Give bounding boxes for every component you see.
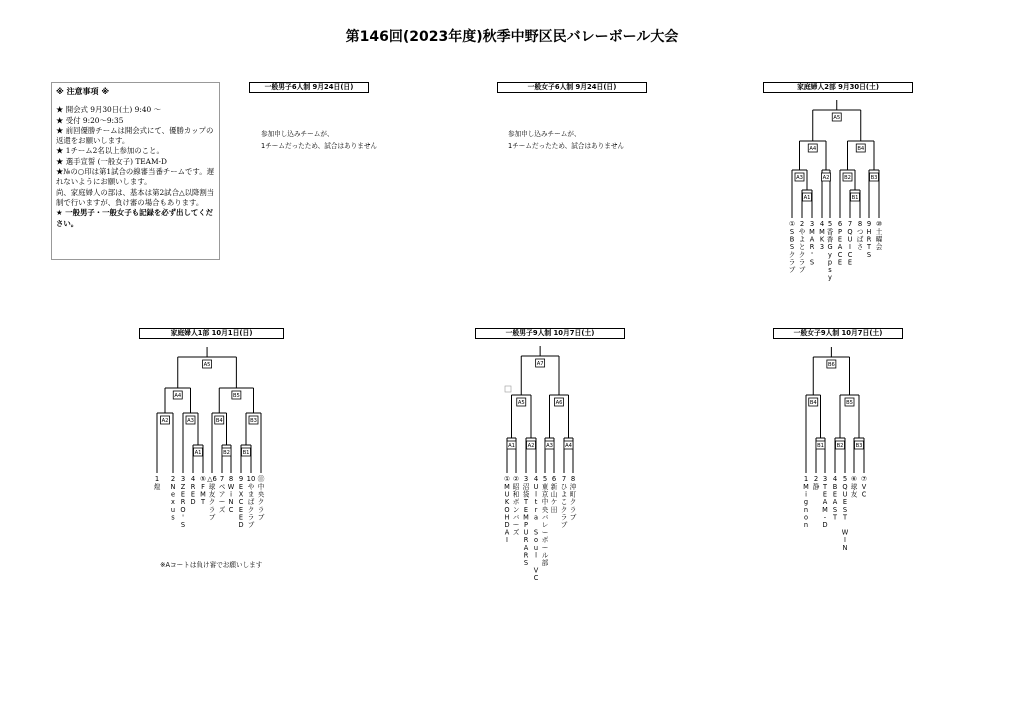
team-name-char: S	[533, 528, 539, 537]
team-name-char: t	[534, 498, 538, 507]
team-name-char: ク	[560, 505, 568, 514]
team-name-char: ク	[208, 498, 216, 507]
team-number: ②	[512, 475, 520, 483]
team-number: 5	[827, 220, 833, 228]
team-name-char: M	[809, 228, 815, 236]
team-name-char: ブ	[560, 521, 568, 529]
notes-heading: ※ 注意事項 ※	[56, 87, 110, 96]
team-name-char: T	[832, 513, 838, 522]
team-name-char: T	[866, 243, 872, 252]
team-name-char: S	[523, 559, 529, 567]
match-label: B5	[232, 392, 240, 399]
team-name-char: A	[504, 528, 510, 537]
team-name-char: バ	[541, 513, 549, 522]
team-name-char: ペ	[218, 483, 226, 491]
team-number: 3	[180, 475, 186, 483]
match-label: B2	[836, 442, 844, 449]
team-name-char: ラ	[257, 505, 265, 514]
notes-item: ★ 受付 9:20～9:35	[56, 115, 124, 125]
team-name-char: V	[533, 566, 539, 575]
team-name-char: E	[523, 505, 529, 514]
team-name-char: C	[861, 490, 867, 499]
team-name-char: U	[842, 490, 848, 499]
match-label: B2	[223, 449, 230, 456]
team-name-char: G	[827, 243, 833, 252]
team-name-char: ひ	[560, 483, 568, 491]
team-name-char: S	[789, 228, 795, 236]
team-name-char: -	[823, 513, 827, 522]
match-label: A4	[174, 392, 182, 399]
team-name-char: ク	[247, 505, 255, 514]
team-name-char: 袋	[522, 490, 530, 499]
team-name-char: W	[841, 528, 849, 537]
team-name-char: ン	[512, 505, 520, 514]
team-name-char: 球	[208, 483, 216, 491]
team-name-char: E	[847, 258, 853, 267]
team-name-char: つ	[856, 228, 864, 236]
team-name-char: i	[230, 490, 232, 499]
match-label: B6	[827, 361, 835, 368]
team-name-char: レ	[541, 521, 549, 529]
team-name-char: ま	[247, 490, 255, 499]
match-label: A5	[833, 114, 841, 121]
women6-message: 参加申し込みチームが、 1チームだったため、試合はありません	[508, 130, 625, 150]
team-name-char: 町	[569, 490, 577, 499]
team-name-char: X	[238, 490, 244, 499]
team-name-char: と	[798, 243, 806, 252]
team-name-char: こ	[560, 498, 568, 507]
team-name-char: u	[533, 543, 539, 552]
team-number: 8	[228, 475, 234, 483]
team-name-char: E	[238, 505, 244, 514]
team-name-char: 友	[208, 490, 216, 499]
match-label: A3	[187, 417, 194, 424]
team-name-char: S	[832, 505, 838, 514]
team-name-char: 会	[875, 243, 883, 252]
team-name-char: ア	[218, 490, 226, 499]
men6-message: 参加申し込みチームが、 1チームだったため、試合はありません	[261, 130, 378, 150]
team-name-char: ブ	[798, 266, 806, 274]
team-name-char: g	[803, 498, 809, 507]
team-name-char: B	[789, 235, 795, 244]
home2-header: 家庭婦人2部 9月30日(土)	[763, 82, 913, 93]
team-name-char: 部	[541, 559, 549, 567]
team-name-char: r	[534, 505, 538, 514]
team-name-char: y	[828, 250, 832, 259]
match-label: A1	[508, 442, 515, 449]
team-name-char: P	[838, 228, 842, 236]
team-name-char: R	[180, 498, 186, 507]
team-number: 1	[154, 475, 160, 483]
team-name-char: n	[803, 521, 809, 529]
team-name-char: C	[847, 250, 853, 259]
match-label: A2	[527, 442, 535, 449]
team-name-char: N	[842, 543, 848, 552]
team-name-char: ケ	[550, 498, 558, 507]
team-name-char: T	[200, 498, 206, 507]
match-label: B3	[855, 442, 863, 449]
team-name-char: R	[809, 243, 815, 252]
team-name-char: N	[228, 498, 234, 507]
team-number: 5	[542, 475, 548, 483]
team-name-char: バ	[512, 513, 520, 522]
match-label: A1	[194, 449, 202, 456]
match-label: A7	[536, 360, 544, 367]
team-name-char: V	[861, 483, 867, 491]
match-label: B1	[242, 449, 250, 456]
notes-item: ★ 開会式 9月30日(土) 9:40 ～	[56, 105, 161, 115]
team-name-char: ク	[569, 498, 577, 507]
team-name-char: ブ	[257, 513, 265, 522]
team-name-char: M	[822, 505, 828, 514]
team-name-char: D	[504, 521, 510, 529]
match-label: B4	[215, 417, 223, 424]
team-name-char: Z	[180, 483, 186, 491]
team-number: 4	[533, 475, 539, 483]
team-name-char: さ	[856, 243, 864, 252]
team-name-char: M	[523, 513, 529, 522]
notes-item: ★№の○印は第1試合の線審当番チームです。遅れないようにお願いします。	[56, 167, 214, 187]
team-name-char: U	[504, 490, 510, 499]
team-number: 7	[561, 475, 567, 483]
team-number: ⑥	[850, 475, 858, 483]
team-name-char: 田	[550, 505, 558, 514]
team-name-char: E	[832, 490, 838, 499]
notes-item: ★ 1チーム2名以上参加のこと。	[56, 146, 164, 156]
team-name-char: ブ	[788, 266, 796, 274]
team-name-char: M	[504, 483, 510, 491]
notes-item: ★ 選手宣誓 (一般女子) TEAM-D	[56, 156, 167, 166]
team-name-char: 土	[875, 228, 883, 236]
team-name-char: 山	[550, 490, 558, 499]
page-title: 第146回(2023年度)秋季中野区民バレーボール大会	[345, 29, 679, 45]
team-name-char: E	[190, 490, 196, 499]
team-number: 4	[819, 220, 825, 228]
match-label: B3	[250, 417, 257, 424]
team-number: 1	[803, 475, 809, 483]
team-number: 5	[842, 475, 848, 483]
team-name-char: H	[866, 228, 872, 236]
team-name-char: ブ	[208, 513, 216, 522]
team-number: 4	[190, 475, 196, 483]
team-name-char: S	[809, 258, 815, 267]
team-name-char: R	[523, 551, 529, 560]
team-name-char: 京	[541, 490, 549, 499]
team-name-char: p	[827, 258, 833, 267]
empty-checkbox	[505, 386, 511, 392]
team-name-char: x	[171, 498, 175, 507]
team-name-char: O	[180, 505, 186, 514]
team-name-char: 静	[812, 483, 820, 491]
home1-footnote: ※Aコートは負け審でお願いします	[160, 561, 263, 569]
team-name-char: U	[847, 235, 853, 244]
women6-header: 一般女子6人制 9月24日(日)	[497, 82, 647, 93]
match-label: A3	[796, 174, 803, 181]
team-name-char: ボ	[512, 498, 520, 507]
team-name-char: 沼	[522, 483, 530, 491]
team-name-char: Q	[847, 228, 853, 236]
team-name-char: a	[533, 513, 539, 522]
team-number: 7	[847, 220, 853, 228]
team-number: 2	[799, 220, 805, 228]
team-name-char: ー	[541, 543, 549, 552]
team-name-char: ー	[218, 498, 226, 507]
team-name-char: M	[200, 490, 206, 499]
team-name-char: l	[535, 551, 537, 560]
team-name-char: R	[866, 235, 872, 244]
team-name-char: o	[803, 513, 809, 522]
match-label: B2	[844, 174, 851, 181]
team-name-char: u	[170, 505, 176, 514]
team-number: 4	[832, 475, 838, 483]
team-name-char: ブ	[569, 513, 577, 522]
team-name-char: E	[180, 490, 186, 499]
team-name-char: A	[822, 498, 828, 507]
team-name-char: ク	[798, 250, 806, 259]
home1-header: 家庭婦人1部 10月1日(日)	[139, 328, 284, 339]
team-number: ⑤	[199, 475, 207, 483]
team-name-char: C	[533, 574, 539, 583]
match-label: A6	[555, 399, 563, 406]
team-name-char: U	[533, 483, 539, 491]
team-number: ⑪	[257, 475, 265, 483]
match-label: A4	[809, 145, 817, 152]
team-name-char: ク	[788, 250, 796, 259]
team-name-char: C	[837, 250, 843, 259]
team-name-char: '	[182, 513, 184, 522]
team-name-char: D	[822, 521, 828, 529]
team-name-char: ー	[541, 528, 549, 537]
team-name-char: ズ	[218, 505, 226, 514]
team-number: 2	[813, 475, 819, 483]
team-name-char: o	[533, 536, 539, 545]
team-name-char: 友	[850, 490, 858, 499]
team-number: △6	[207, 475, 217, 483]
team-name-char: 東	[541, 483, 549, 491]
team-name-char: y	[828, 273, 832, 282]
team-name-char: ラ	[208, 505, 216, 514]
match-label: A3	[546, 442, 553, 449]
team-name-char: ラ	[788, 258, 796, 267]
team-name-char: U	[523, 528, 529, 537]
team-name-char: ば	[856, 235, 864, 244]
team-name-char: D	[190, 498, 196, 507]
team-name-char: '	[811, 250, 813, 259]
team-name-char: Q	[842, 483, 848, 491]
team-name-char: K	[819, 235, 825, 244]
team-name-char: 沖	[569, 483, 577, 491]
team-name-char: 香	[826, 235, 834, 244]
team-name-char: 球	[850, 483, 858, 491]
team-name-char: よ	[798, 235, 806, 244]
team-name-char: P	[524, 521, 528, 529]
team-number: 2	[170, 475, 176, 483]
team-name-char: E	[837, 235, 843, 244]
team-name-char: s	[171, 513, 175, 522]
team-name-char: M	[803, 483, 809, 491]
match-label: B1	[851, 194, 859, 201]
team-name-char: W	[227, 483, 235, 491]
team-name-char: e	[170, 490, 176, 499]
team-name-char: ズ	[512, 528, 520, 537]
team-number: 6	[837, 220, 843, 228]
women9-header: 一般女子9人制 10月7日(土)	[773, 328, 903, 339]
team-name-char: 中	[257, 483, 265, 491]
team-number: ⑩	[875, 220, 883, 228]
match-label: B1	[817, 442, 824, 449]
team-number: 3	[523, 475, 529, 483]
team-name-char: s	[828, 266, 832, 274]
team-name-char: 香	[826, 228, 834, 236]
team-name-char: 曜	[875, 235, 883, 244]
men9-header: 一般男子9人制 10月7日(土)	[475, 328, 625, 339]
team-name-char: E	[842, 498, 848, 507]
team-number: 7	[219, 475, 225, 483]
match-label: B5	[846, 399, 853, 406]
team-name-char: B	[832, 483, 838, 491]
team-name-char: S	[866, 250, 872, 259]
team-name-char: よ	[560, 490, 568, 499]
team-name-char: C	[228, 505, 234, 514]
team-name-char: 央	[257, 490, 265, 499]
team-name-char: 煌	[153, 483, 161, 491]
team-name-char: I	[844, 536, 846, 545]
team-name-char: S	[180, 521, 186, 529]
team-name-char: N	[170, 483, 176, 491]
match-label: B4	[857, 145, 865, 152]
team-name-char: F	[201, 483, 205, 491]
team-name-char: ー	[512, 521, 520, 529]
team-number: ⑦	[860, 475, 868, 483]
team-number: 9	[866, 220, 872, 228]
team-name-char: 3	[819, 243, 825, 252]
match-label: A1	[803, 194, 811, 201]
team-name-char: T	[842, 513, 848, 522]
team-name-char: O	[504, 505, 510, 514]
team-name-char: 中	[541, 498, 549, 507]
team-name-char: 和	[512, 490, 520, 499]
team-number: 9	[238, 475, 244, 483]
team-name-char: S	[789, 243, 795, 252]
team-name-char: I	[849, 243, 851, 252]
team-name-char: E	[238, 483, 244, 491]
match-label: B3	[870, 174, 878, 181]
team-name-char: D	[238, 521, 244, 529]
team-name-char: ボ	[541, 536, 549, 545]
team-number: 8	[857, 220, 863, 228]
team-name-char: E	[822, 490, 828, 499]
team-name-char: K	[504, 498, 510, 507]
team-name-char: ラ	[569, 505, 577, 514]
team-name-char: ブ	[247, 521, 255, 529]
team-name-char: 昭	[512, 483, 520, 491]
team-name-char: ば	[247, 498, 255, 507]
notes-item: 尚、家庭婦人の部は、基本は第2試合△以降割当制で行いますが、負け審の場合もあります。	[56, 187, 215, 207]
team-name-char: ラ	[798, 258, 806, 267]
team-name-char: R	[523, 536, 529, 545]
team-number: 3	[822, 475, 828, 483]
team-name-char: 央	[541, 505, 549, 514]
team-number: 8	[570, 475, 576, 483]
team-name-char: E	[238, 513, 244, 522]
match-label: A2	[822, 174, 830, 181]
team-name-char: A	[832, 498, 838, 507]
team-name-char: A	[523, 543, 529, 552]
team-number: 6	[551, 475, 557, 483]
match-label: A4	[565, 442, 572, 449]
team-name-char: や	[798, 228, 806, 236]
team-name-char: E	[837, 258, 843, 267]
team-name-char: I	[506, 536, 508, 545]
team-number: 10	[246, 475, 256, 483]
notes-item-bold: ★ 一般男子・一般女子も記録を必ず出してください。	[56, 208, 214, 228]
team-name-char: C	[238, 498, 244, 507]
notes-item: ★ 前回優勝チームは開会式にて、優勝カップの返還をお願いします。	[56, 125, 214, 146]
team-name-char: 新	[550, 483, 558, 491]
team-name-char: ク	[257, 498, 265, 507]
team-name-char: l	[535, 490, 537, 499]
team-number: ①	[788, 220, 796, 228]
team-name-char: ラ	[247, 513, 255, 522]
match-label: A5	[203, 361, 211, 368]
team-name-char: H	[504, 513, 510, 522]
men6-header: 一般男子6人制 9月24日(日)	[249, 82, 369, 93]
team-number: ①	[503, 475, 511, 483]
team-name-char: n	[803, 505, 809, 514]
team-name-char: ラ	[560, 513, 568, 522]
match-label: B4	[809, 399, 817, 406]
team-name-char: A	[837, 243, 843, 252]
team-name-char: R	[190, 483, 196, 491]
team-number: 3	[809, 220, 815, 228]
team-name-char: A	[809, 235, 815, 244]
team-name-char: ル	[541, 551, 549, 560]
team-name-char: T	[822, 483, 828, 491]
team-name-char: や	[247, 483, 255, 491]
team-name-char: M	[819, 228, 825, 236]
match-label: A2	[161, 417, 169, 424]
team-name-char: S	[842, 505, 848, 514]
team-name-char: T	[523, 498, 529, 507]
match-label: A5	[517, 399, 525, 406]
team-name-char: i	[805, 490, 807, 499]
